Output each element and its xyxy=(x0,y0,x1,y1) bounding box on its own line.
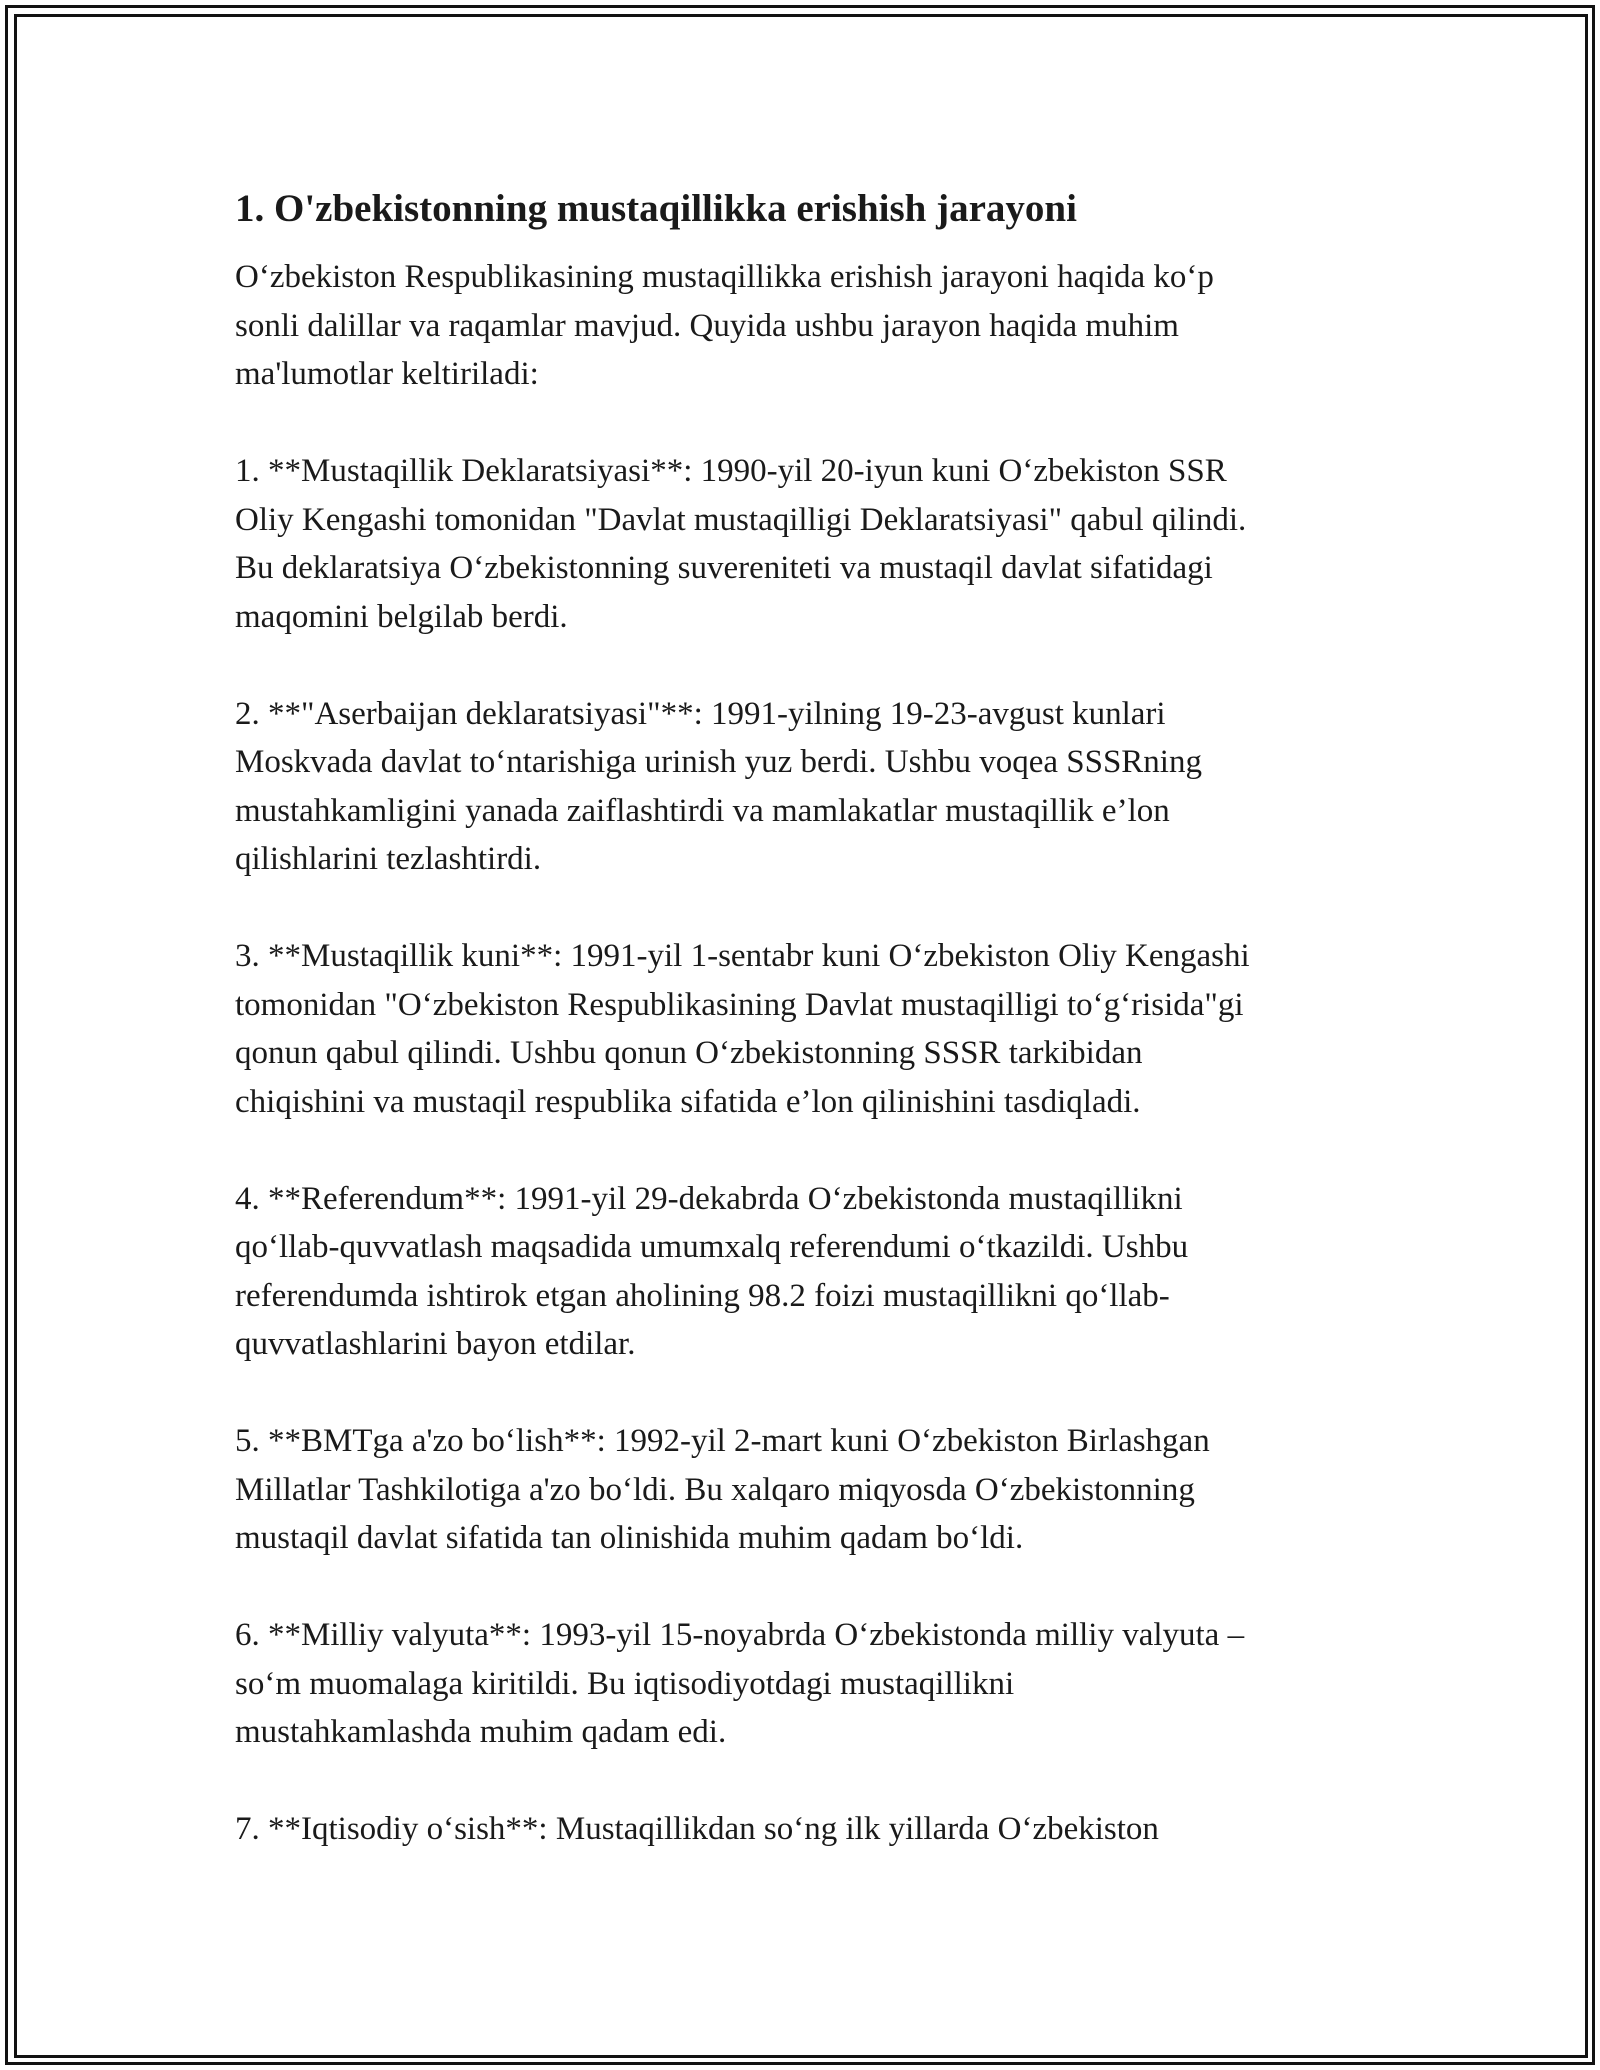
list-item-national-currency xyxy=(235,1611,1375,1757)
text-line: Bu deklaratsiya O‘zbekistonning suvereniteti va mustaqil davlat sifatidagi xyxy=(235,550,1213,586)
text-line: mustahkamligini yanada zaiflashtirdi va mamlakatlar mustaqillik e’lon xyxy=(235,792,1170,829)
text-line: mustahkamlashda muhim qadam edi. xyxy=(235,1714,727,1750)
list-item-un-membership xyxy=(235,1417,1375,1563)
text-line: sonli dalillar va raqamlar mavjud. Quyida ushbu jarayon haqida muhim xyxy=(235,307,1179,344)
text-line: Oliy Kengashi tomonidan "Davlat mustaqilligi Deklaratsiyasi" qabul qilindi. xyxy=(235,501,1247,538)
text-line: 2. **"Aserbaijan deklaratsiyasi"**: 1991-yilning 19-23-avgust kunlari xyxy=(235,695,1166,732)
list-item-independence-day xyxy=(235,932,1375,1126)
text-line: ma'lumotlar keltiriladi: xyxy=(235,356,539,392)
list-item-economic-growth xyxy=(235,1805,1375,1854)
text-line: qonun qabul qilindi. Ushbu qonun O‘zbekistonning SSSR tarkibidan xyxy=(235,1035,1143,1071)
document-page xyxy=(235,183,1375,1902)
text-line: mustaqil davlat sifatida tan olinishida muhim qadam bo‘ldi. xyxy=(235,1520,1024,1556)
text-line: chiqishini va mustaqil respublika sifatida e’lon qilinishini tasdiqladi. xyxy=(235,1083,1141,1120)
text-line: Millatlar Tashkilotiga a'zo bo‘ldi. Bu xalqaro miqyosda O‘zbekistonning xyxy=(235,1471,1195,1508)
text-line: 5. **BMTga a'zo bo‘lish**: 1992-yil 2-mart kuni O‘zbekiston Birlashgan xyxy=(235,1423,1210,1459)
document-title: 1. O'zbekistonning mustaqillikka erishish jarayoni xyxy=(235,187,1077,230)
intro-paragraph xyxy=(235,253,1375,399)
text-line: 3. **Mustaqillik kuni**: 1991-yil 1-sentabr kuni O‘zbekiston Oliy Kengashi xyxy=(235,938,1250,974)
text-line: tomonidan "O‘zbekiston Respublikasining Davlat mustaqilligi to‘g‘risida"gi xyxy=(235,986,1244,1023)
text-line: quvvatlashlarini bayon etdilar. xyxy=(235,1326,636,1362)
list-item-referendum xyxy=(235,1175,1375,1369)
text-line: O‘zbekiston Respublikasining mustaqillikka erishish jarayoni haqida ko‘p xyxy=(235,259,1214,295)
text-line: Moskvada davlat to‘ntarishiga urinish yuz berdi. Ushbu voqea SSSRning xyxy=(235,744,1202,780)
text-line: 6. **Milliy valyuta**: 1993-yil 15-noyabrda O‘zbekistonda milliy valyuta – xyxy=(235,1617,1245,1653)
text-line: 7. **Iqtisodiy o‘sish**: Mustaqillikdan so‘ng ilk yillarda O‘zbekiston xyxy=(235,1811,1159,1847)
text-line: referendumda ishtirok etgan aholining 98.2 foizi mustaqillikni qo‘llab- xyxy=(235,1277,1170,1314)
list-item-aserbaijan xyxy=(235,690,1375,884)
text-line: qilishlarini tezlashtirdi. xyxy=(235,841,542,877)
list-item-declaration xyxy=(235,447,1375,641)
text-line: qo‘llab-quvvatlash maqsadida umumxalq referendumi o‘tkazildi. Ushbu xyxy=(235,1229,1189,1265)
text-line: maqomini belgilab berdi. xyxy=(235,598,568,635)
text-line: 1. **Mustaqillik Deklaratsiyasi**: 1990-yil 20-iyun kuni O‘zbekiston SSR xyxy=(235,453,1227,489)
text-line: 4. **Referendum**: 1991-yil 29-dekabrda O‘zbekistonda mustaqillikni xyxy=(235,1180,1183,1217)
text-line: so‘m muomalaga kiritildi. Bu iqtisodiyotdagi mustaqillikni xyxy=(235,1665,1015,1702)
